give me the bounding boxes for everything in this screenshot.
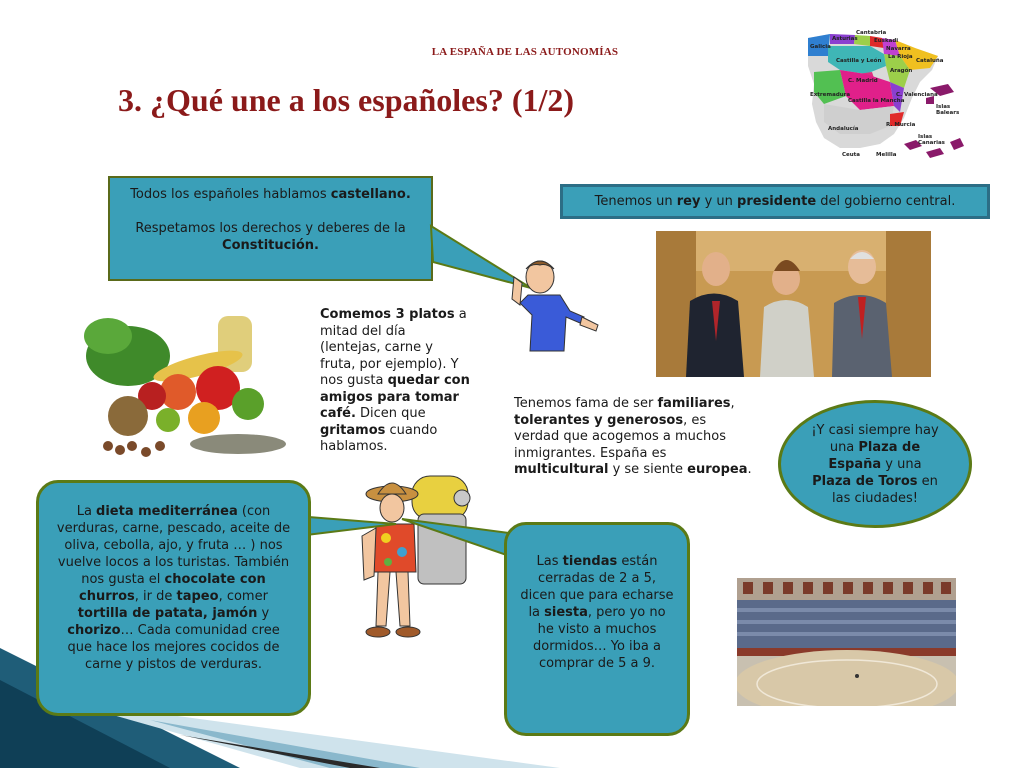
text-bold: dieta mediterránea bbox=[96, 504, 238, 519]
text-plain: Tenemos fama de ser bbox=[514, 396, 658, 411]
svg-text:C. Valenciana: C. Valenciana bbox=[896, 92, 938, 98]
text-bold: chocolate con churros bbox=[79, 572, 266, 604]
spain-autonomies-map bbox=[800, 26, 970, 168]
svg-text:Castilla y León: Castilla y León bbox=[836, 58, 882, 64]
shops-siesta-callout bbox=[504, 522, 690, 736]
text-plain: están cerradas de 2 a 5, dicen que para echarse la bbox=[520, 554, 674, 620]
svg-text:Castilla la Mancha: Castilla la Mancha bbox=[848, 98, 905, 104]
svg-text:Islas: Islas bbox=[936, 104, 951, 110]
box-bold-text: rey bbox=[676, 194, 701, 209]
svg-text:Asturias: Asturias bbox=[832, 36, 858, 42]
text-plain: La bbox=[76, 504, 97, 519]
king-president-box bbox=[560, 184, 990, 219]
svg-text:Cataluña: Cataluña bbox=[916, 58, 944, 64]
svg-text:R. Murcia: R. Murcia bbox=[886, 122, 916, 128]
boy-pointing-illustration bbox=[500, 255, 610, 355]
svg-text:C. Madrid: C. Madrid bbox=[848, 78, 878, 84]
text-plain: ¡Y casi siempre hay una bbox=[811, 422, 939, 455]
text-plain: Dicen que bbox=[355, 406, 426, 421]
eating-habits-text bbox=[320, 307, 470, 456]
svg-text:Aragón: Aragón bbox=[890, 68, 913, 74]
text-plain: (con verduras, carne, pescado, aceite de oliva, cebolla, ajo, y fruta … ) nos vuelve locos a los turistas. También nos gusta el bbox=[56, 504, 291, 587]
text-plain: , pero yo no he visto a muchos dormidos… Yo iba a comprar de 5 a 9. bbox=[533, 605, 666, 671]
text-bold: Comemos 3 platos bbox=[320, 307, 455, 322]
box-text: Respetamos los derechos y deberes de la bbox=[135, 221, 406, 236]
svg-text:Andalucía: Andalucía bbox=[828, 126, 859, 132]
svg-text:Islas: Islas bbox=[918, 134, 933, 140]
language-constitution-box bbox=[108, 176, 433, 281]
svg-text:Navarra: Navarra bbox=[886, 46, 911, 52]
box-bold-text: Constitución. bbox=[222, 238, 319, 253]
text-plain: en las ciudades! bbox=[832, 473, 938, 506]
section-subtitle: LA ESPAÑA DE LAS AUTONOMÍAS bbox=[431, 46, 619, 58]
text-bold: europea bbox=[687, 462, 748, 477]
svg-text:Galicia: Galicia bbox=[810, 44, 831, 50]
svg-text:Ceuta: Ceuta bbox=[842, 152, 861, 158]
text-bold: tolerantes y generosos bbox=[514, 412, 684, 428]
text-plain: y una bbox=[881, 456, 922, 472]
text-bold: chorizo bbox=[67, 623, 121, 638]
text-plain: y bbox=[257, 606, 270, 621]
text-plain: y se siente bbox=[608, 462, 688, 477]
reputation-text bbox=[514, 396, 754, 479]
text-plain: a mitad del día (lentejas, carne y fruta, por ejemplo). Y nos gusta bbox=[320, 307, 467, 388]
bullring-photo bbox=[737, 578, 956, 706]
king-president-photo bbox=[656, 231, 931, 377]
text-bold: tiendas bbox=[562, 554, 618, 569]
text-plain: cuando hablamos. bbox=[320, 422, 438, 454]
text-bold: tapeo bbox=[176, 589, 219, 604]
text-plain: Las bbox=[536, 554, 563, 569]
text-plain: , ir de bbox=[134, 589, 177, 604]
text-bold: Plaza de Toros bbox=[812, 473, 918, 489]
text-plain: . bbox=[747, 462, 752, 477]
svg-text:Euskadi: Euskadi bbox=[874, 38, 899, 44]
text-bold: multicultural bbox=[514, 462, 609, 477]
box-text: Todos los españoles hablamos bbox=[130, 187, 331, 202]
text-bold: gritamos bbox=[320, 422, 386, 438]
box-text: y un bbox=[700, 194, 738, 209]
text-bold: Plaza de España bbox=[828, 439, 921, 472]
plaza-bubble bbox=[778, 400, 972, 528]
food-photo bbox=[68, 296, 298, 466]
svg-text:Balears: Balears bbox=[936, 110, 960, 116]
box-text: del gobierno central. bbox=[816, 194, 956, 209]
mediterranean-diet-callout bbox=[36, 480, 311, 716]
text-plain: , comer bbox=[218, 589, 268, 604]
svg-text:La Rioja: La Rioja bbox=[888, 54, 913, 60]
svg-text:Cantabria: Cantabria bbox=[856, 30, 887, 36]
box-text: Tenemos un bbox=[594, 194, 677, 209]
text-plain: , es verdad que acogemos a muchos inmigrantes. España es bbox=[514, 412, 726, 461]
text-bold: familiares bbox=[657, 396, 731, 411]
text-plain: … Cada comunidad cree que hace los mejores cocidos de carne y pistos de verduras. bbox=[67, 623, 280, 672]
box-bold-text: castellano. bbox=[330, 187, 411, 202]
text-bold: tortilla de patata, jamón bbox=[77, 606, 258, 621]
box-bold-text: presidente bbox=[737, 194, 817, 209]
text-bold: quedar con amigos para tomar café. bbox=[320, 373, 470, 421]
svg-text:Canarias: Canarias bbox=[918, 140, 945, 146]
svg-text:Extremadura: Extremadura bbox=[810, 92, 851, 98]
text-plain: , bbox=[730, 396, 735, 411]
svg-text:Melilla: Melilla bbox=[876, 152, 897, 158]
page-title: 3. ¿Qué une a los españoles? (1/2) bbox=[118, 82, 575, 118]
text-bold: siesta bbox=[544, 605, 588, 620]
